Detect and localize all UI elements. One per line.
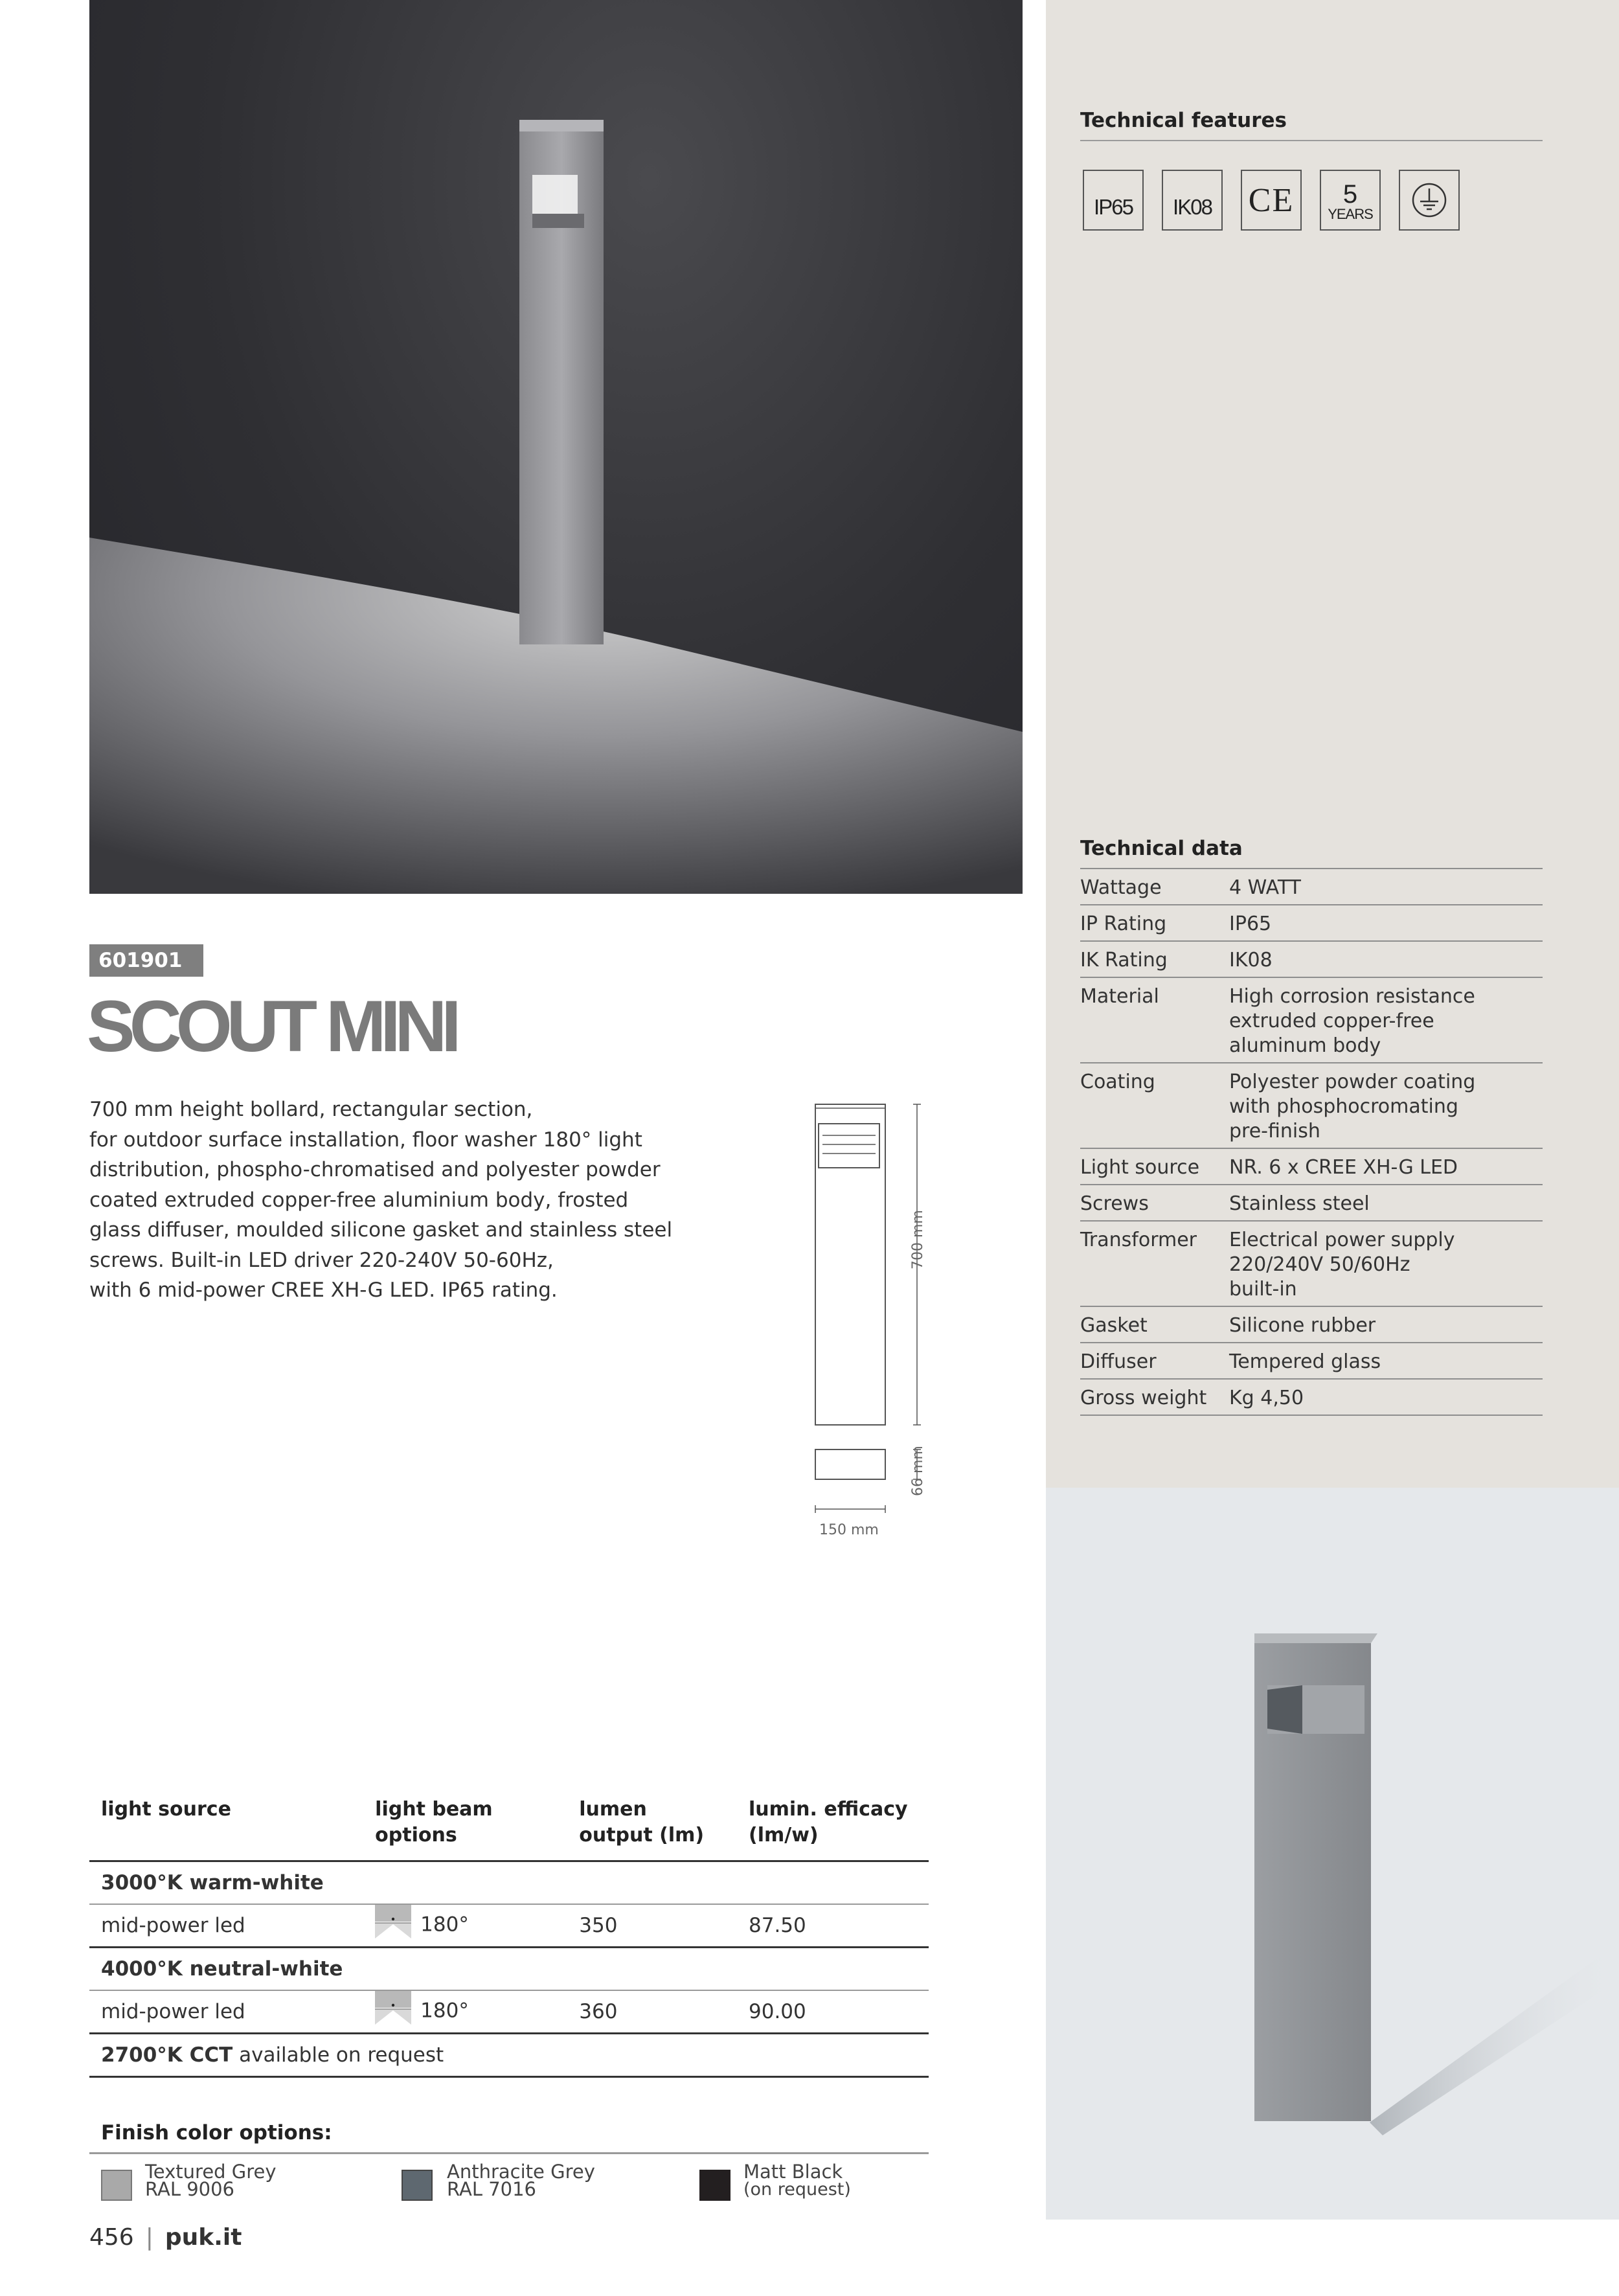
tech-value: Stainless steel (1229, 1185, 1543, 1221)
group-header: 3000°K warm-white (89, 1861, 929, 1905)
tech-row (1080, 1148, 1543, 1185)
tech-row (1080, 1379, 1543, 1415)
tech-row (1080, 1221, 1543, 1306)
width-label: 150 mm (819, 1522, 879, 1538)
tech-label: IK Rating (1080, 941, 1229, 977)
col-lumen: lumen output (lm) (567, 1794, 737, 1861)
finish-option-label: Textured Grey RAL 9006 (145, 2161, 277, 2200)
ip65-icon: IP65 (1083, 170, 1144, 231)
tech-label: Wattage (1080, 869, 1229, 905)
tech-value: Polyester powder coating with phosphocromating pre-finish (1229, 1063, 1543, 1148)
table-row: mid-power led 180° 350 87.50 (89, 1904, 929, 1948)
page-footer (89, 2224, 242, 2251)
product-code: 601901 (89, 944, 203, 977)
finish-option-label: Matt Black (on request) (743, 2161, 851, 2199)
product-description: 700 mm height bollard, rectangular section, for outdoor surface installation, floor washer 180° light distribution, phospho-chromatised and polyester powder coated extruded copper-free aluminium body, frosted glass diffuser, moulded silicone gasket and stainless steel screws. Built-in LED driver 220-240V 50-60Hz, with 6 mid-power CREE XH-G LED. IP65 rating. (89, 1098, 673, 1302)
tech-value: IK08 (1229, 941, 1543, 977)
tech-value: Silicone rubber (1229, 1306, 1543, 1343)
tech-row (1080, 869, 1543, 905)
tech-row (1080, 1185, 1543, 1221)
base-label: 66 mm (910, 1446, 926, 1496)
tech-label: Material (1080, 977, 1229, 1063)
warranty-icon: 5 YEARS (1320, 170, 1381, 231)
tech-row (1080, 977, 1543, 1063)
tech-label: Transformer (1080, 1221, 1229, 1306)
tech-label: Coating (1080, 1063, 1229, 1148)
ik08-icon: IK08 (1162, 170, 1223, 231)
tech-value: Tempered glass (1229, 1343, 1543, 1379)
tech-value: 4 WATT (1229, 869, 1543, 905)
tech-label: Screws (1080, 1185, 1229, 1221)
swatch-textured-grey (101, 2170, 132, 2201)
tech-label: Gasket (1080, 1306, 1229, 1343)
height-label: 700 mm (910, 1210, 926, 1269)
finish-option-label: Anthracite Grey RAL 7016 (447, 2161, 595, 2200)
tech-label: IP Rating (1080, 905, 1229, 941)
tech-value: Kg 4,50 (1229, 1379, 1543, 1415)
divider (1080, 140, 1543, 141)
footer-separator: | (145, 2224, 153, 2251)
tech-value: High corrosion resistance extruded copper-free aluminum body (1229, 977, 1543, 1063)
tech-value: Electrical power supply 220/240V 50/60Hz built-in (1229, 1221, 1543, 1306)
divider (89, 2152, 929, 2154)
bollard-night-illustration (89, 0, 1023, 894)
page-number: 456 (89, 2224, 134, 2251)
tech-label: Gross weight (1080, 1379, 1229, 1415)
tech-row (1080, 1063, 1543, 1148)
product-photo (89, 0, 1023, 894)
earth-ground-icon (1399, 170, 1460, 231)
ce-mark-icon: CE (1241, 170, 1302, 231)
col-efficacy: lumin. efficacy (lm/w) (737, 1794, 929, 1861)
tech-value: IP65 (1229, 905, 1543, 941)
bollard-render-illustration (1046, 1488, 1619, 2220)
tech-value: NR. 6 x CREE XH-G LED (1229, 1148, 1543, 1185)
light-spec-table (89, 1794, 929, 2078)
technical-data-table (1080, 868, 1543, 1416)
product-render (1046, 1488, 1619, 2220)
beam-180-icon (375, 1991, 411, 2025)
swatch-matt-black (699, 2170, 730, 2201)
tech-row (1080, 941, 1543, 977)
col-beam: light beam options (363, 1794, 567, 1861)
tech-label: Light source (1080, 1148, 1229, 1185)
swatch-anthracite-grey (402, 2170, 433, 2201)
table-row: mid-power led 180° 360 90.00 (89, 1990, 929, 2034)
tech-label: Diffuser (1080, 1343, 1229, 1379)
technical-data-title: Technical data (1080, 837, 1243, 860)
finish-title: Finish color options: (101, 2121, 332, 2144)
col-light-source: light source (89, 1794, 363, 1861)
website-link[interactable]: puk.it (164, 2224, 242, 2251)
product-title: SCOUT MINI (87, 986, 456, 1067)
features-title: Technical features (1080, 109, 1287, 132)
tech-row (1080, 905, 1543, 941)
cct-note: 2700°K CCT available on request (89, 2034, 929, 2077)
dimension-drawing (803, 1098, 958, 1545)
group-header: 4000°K neutral-white (89, 1948, 929, 1991)
ground-symbol (1410, 181, 1449, 220)
beam-180-icon (375, 1905, 411, 1938)
tech-row (1080, 1306, 1543, 1343)
tech-row (1080, 1343, 1543, 1379)
